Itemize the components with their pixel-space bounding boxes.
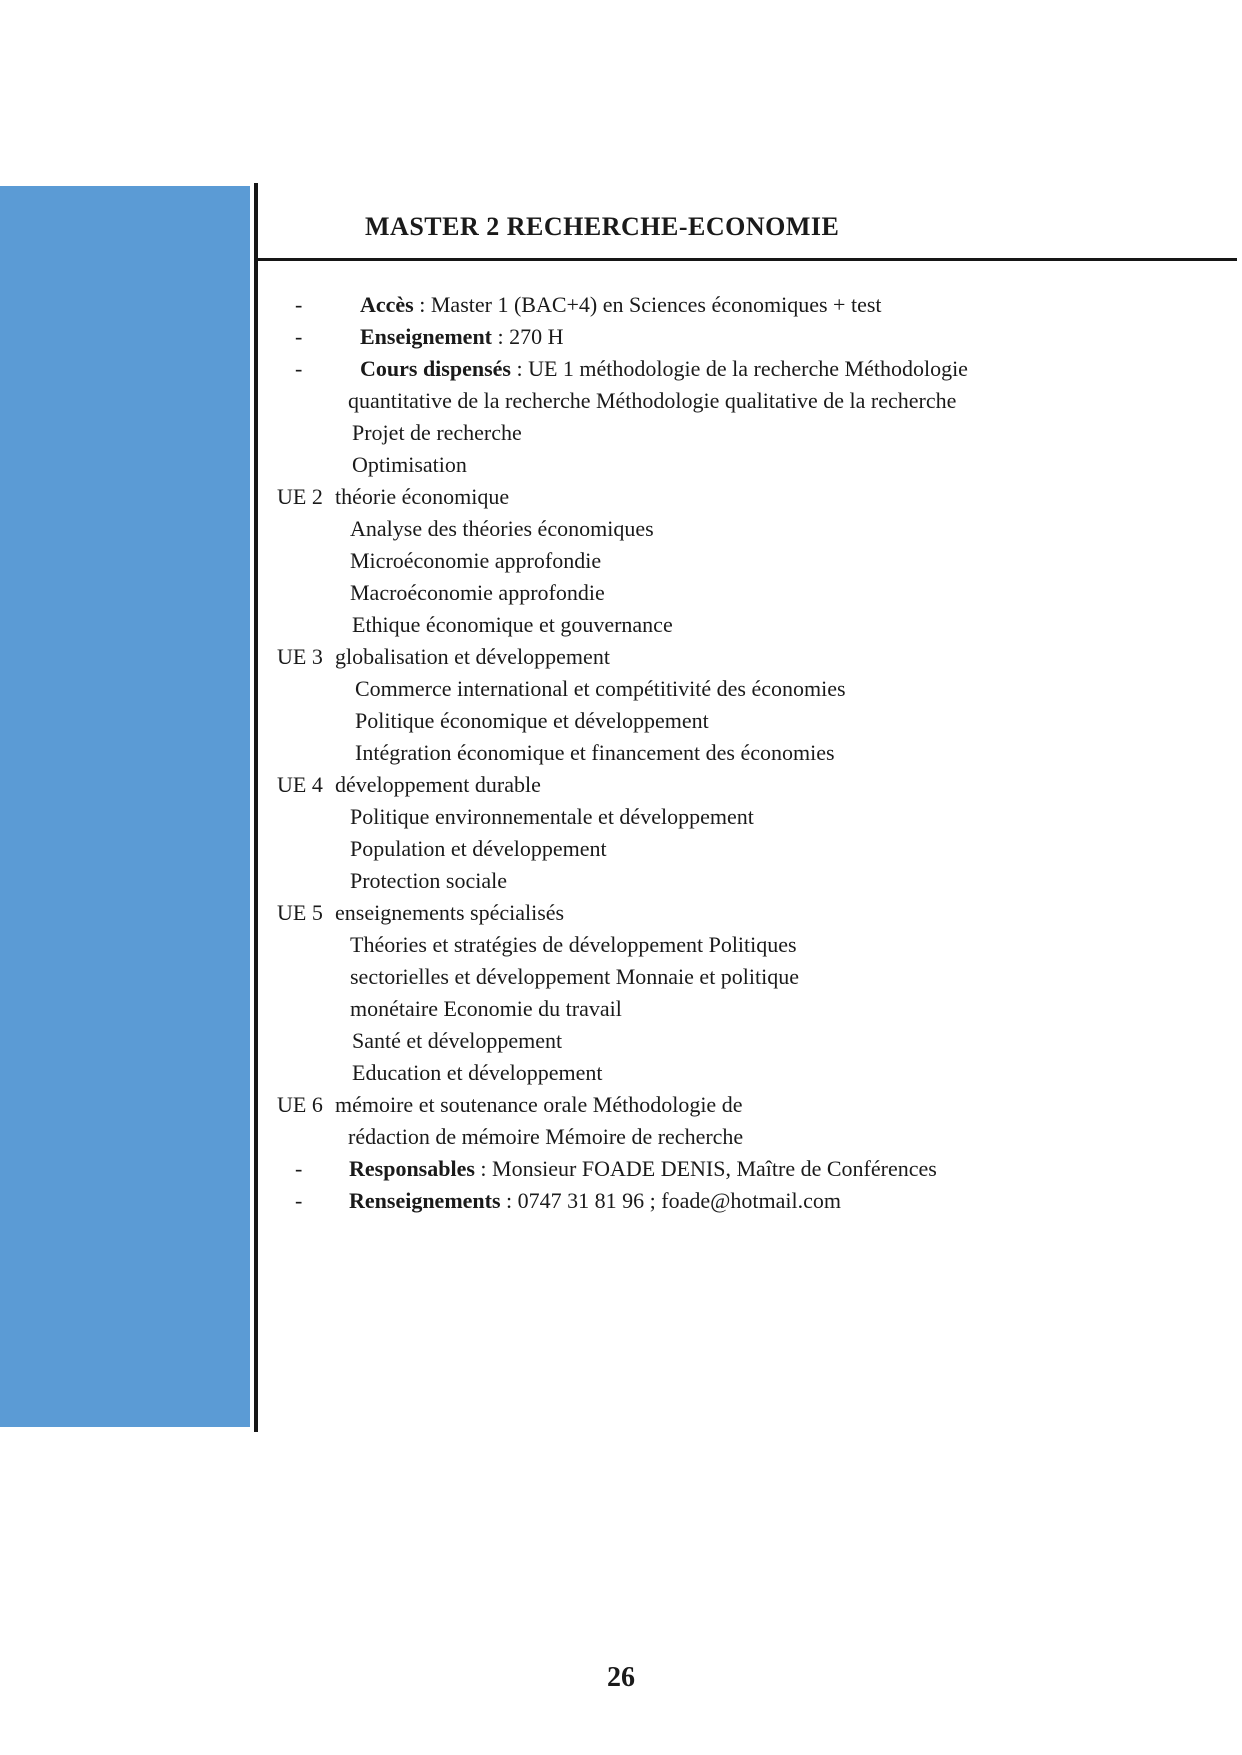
course-text: Intégration économique et financement des économies	[355, 740, 835, 765]
course-line	[255, 673, 1241, 705]
course-line	[255, 929, 1241, 961]
course-line	[255, 513, 1241, 545]
dash-marker: -	[295, 1156, 303, 1181]
ue-code: UE 2	[277, 484, 323, 509]
course-text: Microéconomie approfondie	[350, 548, 602, 573]
course-text: sectorielles et développement Monnaie et politique	[350, 964, 800, 989]
bullet-text: : Master 1 (BAC+4) en Sciences économiques + test	[413, 292, 882, 317]
course-text: monétaire Economie du travail	[350, 996, 622, 1021]
page-title: MASTER 2 RECHERCHE-ECONOMIE	[365, 212, 840, 241]
ue-title: théorie économique	[335, 484, 510, 509]
ue-heading-6	[255, 1089, 1241, 1121]
course-text: Commerce international et compétitivité des économies	[355, 676, 846, 701]
bullet-text: : Monsieur FOADE DENIS, Maître de Conférences	[474, 1156, 937, 1181]
course-text: Protection sociale	[350, 868, 508, 893]
bullet-label: Responsables	[349, 1156, 475, 1181]
bullet-enseignement	[255, 321, 1241, 353]
ue-code: UE 4	[277, 772, 323, 797]
course-line	[255, 1057, 1241, 1089]
dash-marker: -	[295, 292, 303, 317]
course-text: Analyse des théories économiques	[350, 516, 654, 541]
course-text: Théories et stratégies de développement Politiques	[350, 932, 797, 957]
course-line	[255, 1121, 1241, 1153]
bullet-label: Enseignement	[360, 324, 492, 349]
course-text: Projet de recherche	[352, 420, 522, 445]
bullet-text: : 270 H	[492, 324, 564, 349]
course-text: quantitative de la recherche Méthodologie qualitative de la recherche	[348, 388, 957, 413]
course-line	[255, 833, 1241, 865]
title-underline-rule	[258, 258, 1237, 261]
ue-heading-5	[255, 897, 1241, 929]
ue-heading-4	[255, 769, 1241, 801]
program-details	[255, 289, 1241, 1217]
bullet-renseignements	[255, 1185, 1241, 1217]
course-line	[255, 385, 1241, 417]
ue-title: globalisation et développement	[335, 644, 610, 669]
course-text: Politique économique et développement	[355, 708, 709, 733]
dash-marker: -	[295, 1188, 303, 1213]
sidebar-accent-bar	[0, 186, 250, 1427]
course-text: rédaction de mémoire Mémoire de recherche	[348, 1124, 744, 1149]
course-line	[255, 993, 1241, 1025]
course-line	[255, 577, 1241, 609]
bullet-acces	[255, 289, 1241, 321]
page-number: 26	[607, 1662, 635, 1693]
course-text: Macroéconomie approfondie	[350, 580, 605, 605]
dash-marker: -	[295, 324, 303, 349]
course-line	[255, 1025, 1241, 1057]
course-line	[255, 449, 1241, 481]
bullet-label: Renseignements	[349, 1188, 501, 1213]
bullet-responsables	[255, 1153, 1241, 1185]
course-text: Optimisation	[352, 452, 467, 477]
bullet-label: Cours dispensés	[360, 356, 511, 381]
ue-title: développement durable	[335, 772, 541, 797]
dash-marker: -	[295, 356, 303, 381]
course-line	[255, 609, 1241, 641]
bullet-label: Accès	[360, 292, 414, 317]
ue-code: UE 5	[277, 900, 323, 925]
course-text: Population et développement	[350, 836, 607, 861]
bullet-cours-dispenses	[255, 353, 1241, 385]
course-line	[255, 801, 1241, 833]
bullet-text: : 0747 31 81 96 ; foade@hotmail.com	[500, 1188, 841, 1213]
course-line	[255, 705, 1241, 737]
course-line	[255, 961, 1241, 993]
course-text: Education et développement	[352, 1060, 603, 1085]
course-line	[255, 417, 1241, 449]
ue-code: UE 3	[277, 644, 323, 669]
course-line	[255, 545, 1241, 577]
ue-heading-3	[255, 641, 1241, 673]
course-text: Santé et développement	[352, 1028, 563, 1053]
ue-title: mémoire et soutenance orale Méthodologie de	[335, 1092, 743, 1117]
bullet-text: : UE 1 méthodologie de la recherche Méthodologie	[510, 356, 968, 381]
ue-title: enseignements spécialisés	[335, 900, 565, 925]
course-text: Ethique économique et gouvernance	[352, 612, 673, 637]
course-text: Politique environnementale et développement	[350, 804, 754, 829]
course-line	[255, 865, 1241, 897]
course-line	[255, 737, 1241, 769]
ue-heading-2	[255, 481, 1241, 513]
ue-code: UE 6	[277, 1092, 323, 1117]
